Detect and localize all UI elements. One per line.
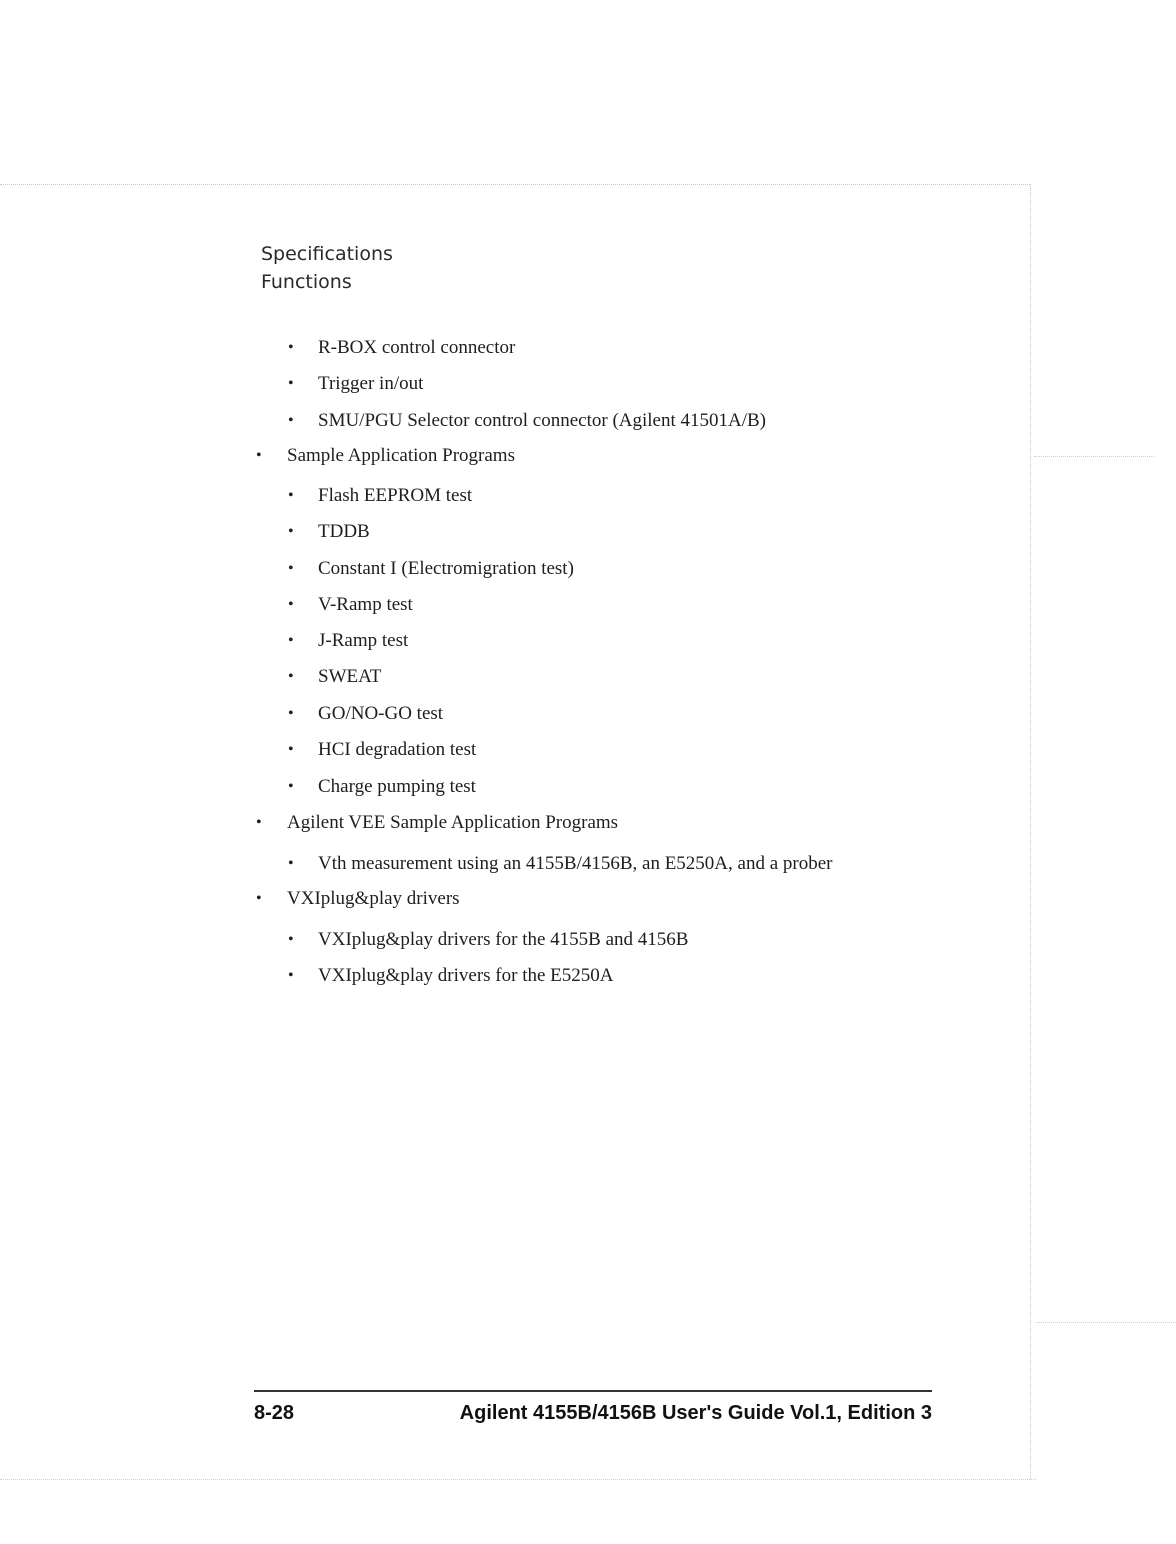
sub-list-item: GO/NO-GO test bbox=[318, 703, 444, 724]
page-number: 8-28 bbox=[254, 1402, 295, 1424]
list-item: Agilent VEE Sample Application Programs bbox=[287, 812, 619, 833]
sub-list-item: Trigger in/out bbox=[318, 373, 424, 394]
sub-list-item: Charge pumping test bbox=[318, 776, 476, 797]
list-item: VXIplug&play drivers bbox=[287, 888, 460, 909]
bullet-icon: • bbox=[288, 412, 294, 429]
bullet-icon: • bbox=[288, 855, 294, 872]
page-edge-bottom bbox=[0, 1479, 1036, 1480]
scan-mark bbox=[1034, 456, 1154, 457]
bullet-icon: • bbox=[256, 814, 262, 831]
bullet-icon: • bbox=[288, 523, 294, 540]
bullet-icon: • bbox=[288, 375, 294, 392]
page-edge-top bbox=[0, 184, 1030, 185]
sub-list-item: R-BOX control connector bbox=[318, 337, 516, 358]
bullet-icon: • bbox=[288, 741, 294, 758]
document-title: Agilent 4155B/4156B User's Guide Vol.1, Edition 3 bbox=[459, 1402, 932, 1424]
bullet-icon: • bbox=[288, 487, 294, 504]
bullet-icon: • bbox=[288, 668, 294, 685]
subsection-title: Functions bbox=[261, 271, 352, 293]
bullet-icon: • bbox=[288, 705, 294, 722]
sub-list-item: VXIplug&play drivers for the E5250A bbox=[318, 965, 614, 986]
section-title: Specifications bbox=[261, 243, 393, 265]
sub-list-item: V-Ramp test bbox=[318, 594, 413, 615]
bullet-icon: • bbox=[288, 778, 294, 795]
bullet-icon: • bbox=[256, 890, 262, 907]
bullet-icon: • bbox=[288, 339, 294, 356]
sub-list-item: Flash EEPROM test bbox=[318, 485, 473, 506]
page-edge-right bbox=[1030, 184, 1031, 1479]
bullet-icon: • bbox=[288, 931, 294, 948]
sub-list-item: VXIplug&play drivers for the 4155B and 4156B bbox=[318, 929, 689, 950]
sub-list-item: Constant I (Electromigration test) bbox=[318, 558, 574, 579]
bullet-icon: • bbox=[288, 632, 294, 649]
list-item: Sample Application Programs bbox=[287, 445, 515, 466]
sub-list-item: HCI degradation test bbox=[318, 739, 477, 760]
bullet-icon: • bbox=[288, 596, 294, 613]
sub-list-item: Vth measurement using an 4155B/4156B, an E5250A, and a prober bbox=[318, 853, 833, 874]
sub-list-item: TDDB bbox=[318, 521, 370, 542]
sub-list-item: J-Ramp test bbox=[318, 630, 409, 651]
sub-list-item: SMU/PGU Selector control connector (Agilent 41501A/B) bbox=[318, 410, 767, 431]
bullet-icon: • bbox=[288, 967, 294, 984]
bullet-icon: • bbox=[288, 560, 294, 577]
sub-list-item: SWEAT bbox=[318, 666, 382, 687]
footer-rule bbox=[254, 1390, 932, 1392]
running-header bbox=[261, 240, 393, 296]
bullet-icon: • bbox=[256, 447, 262, 464]
scan-mark bbox=[1036, 1322, 1176, 1323]
